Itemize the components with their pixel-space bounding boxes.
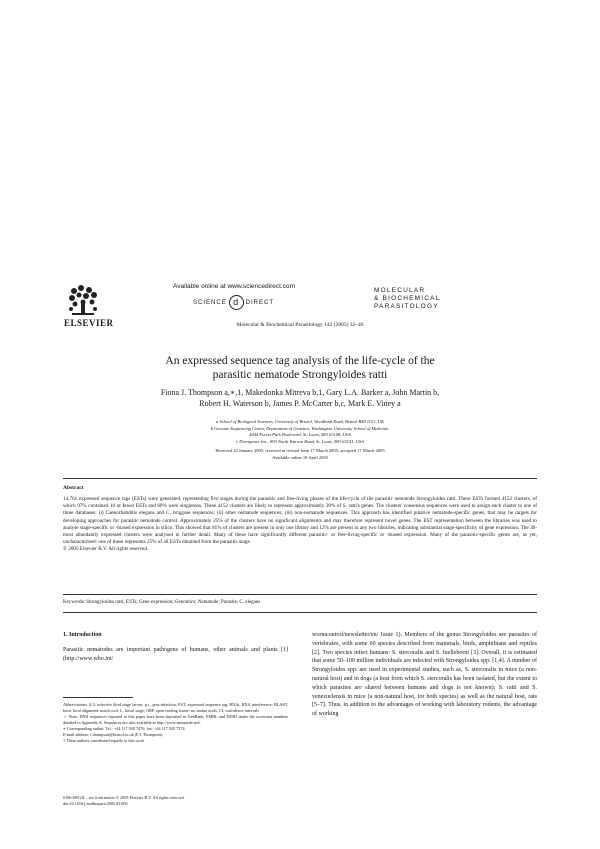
affiliation: b Genome Sequencing Center, Department of Genetics, Washington University School of Medicine, — [210, 425, 390, 431]
footnote-corresponding: ∗ Corresponding author. Tel.: +44 117 928 7470; fax: +44 117 925 7374. — [63, 726, 186, 731]
article-dates — [0, 448, 600, 461]
affiliation: c Divergence Inc., 893 North Warson Road, St. Louis, MO 63141, USA — [236, 438, 364, 444]
keywords-bottom-rule — [63, 612, 537, 613]
authors-line-2: Robert H. Waterson b, James P. McCarter b,c, Mark E. Viney a — [199, 399, 401, 408]
sciencedirect-at-icon: d — [229, 295, 244, 310]
issn-doi — [63, 795, 288, 807]
journal-logo-line: MOLECULAR — [374, 287, 426, 294]
doi-line: doi:10.1016/j.molbiopara.2005.03.006 — [63, 801, 128, 806]
journal-citation: Molecular & Biochemical Parasitology 142 (2005) 32–46 — [236, 322, 364, 328]
footnotes — [63, 702, 288, 744]
abstract-copyright: © 2005 Elsevier B.V. All rights reserved. — [63, 546, 149, 553]
article-title — [0, 354, 600, 382]
issn-line: 0166-6851/$ – see front matter © 2005 Elsevier B.V. All rights reserved. — [63, 795, 185, 800]
received-dates: Received 24 January 2005; received in revised form 17 March 2005; accepted 17 March 2005 — [215, 448, 385, 453]
abstract-body — [63, 496, 537, 554]
authors-line-1: Fiona J. Thompson a,∗,1, Makedonka Mitreva b,1, Gary L.A. Barker a, John Martin b, — [160, 388, 440, 397]
journal-logo-line: & BIOCHEMICAL — [374, 295, 441, 302]
elsevier-wordmark: ELSEVIER — [64, 318, 114, 328]
abstract-paragraph: 14,761 expressed sequence tags (ESTs) were generated, representing five stages during the parasitic and free-living phases of the life-cycle of the parasitic nematode Strongyloides ratti. These ESTs formed 4152 clusters, of which 97% contained 10 or fewer ESTs and 60% were singletons. These 4152 clusters are likely to represent approximately 20% of S. ratti's genes. The clusters' consensus sequences were used to assign each cluster to one of three databases: (i) Caenorhabditis elegans and C. briggsae sequences; (ii) other nematode sequences; (iii) non-nematode sequences. This approach has identified putative nematode-specific genes, that may be targets for developing approaches for parasitic nematode control. Approximately 25% of the clusters have no significant alignments and may therefore represent novel genes. The EST representation between the libraries was used to analyse stage-specific or -biased expression in silico. This showed that 81% of clusters are present in only one library and 12% are present in any two libraries, indicating substantial stage-specificity of gene expression. The 30-most abundantly expressed clusters were analysed in further detail. Many of these have significantly different parasitic- or free-living-specific or -biased expression. Many of the parasitic-specific genes are, as yet, uncharacterised: one of these represents 25% of all ESTs obtained from the parasitic stage. — [63, 496, 537, 546]
footnote-rule — [63, 697, 133, 698]
introduction-heading: 1. Introduction — [63, 632, 102, 638]
affiliations — [0, 419, 600, 445]
keywords: Keywords: Strongyloides ratti; ESTs; Gene expression; Genomics; Nematode; Parasite; C. elegans — [63, 600, 261, 605]
introduction-column-1: Parasitic nematodes are important pathogens of humans, other animals and plants [1] (http://www.who.int/ — [63, 647, 288, 662]
keywords-rule — [63, 594, 537, 595]
sciencedirect-word-1: SCIENCE — [193, 300, 227, 307]
elsevier-tree-logo — [66, 283, 100, 317]
footnote-abbreviations: Abbreviations: iL3, infective third stage larvae; p.i., post-infection; EST, expressed sequence tag; RNAi, RNA interference; BLAST, basic local alignment search tool; L, larval stage; ORF, open reading frame; aa, amino acids; CI, confidence intervals — [63, 702, 288, 713]
footnote-note: ☆ Note: DNA sequences reported in this paper have been deposited in GenBank, EMBL and DDBJ under the accession numbers detailed in Appendix A. Sequences are also available at http://www.nematode.net/. — [63, 714, 288, 725]
abstract-top-rule — [63, 478, 537, 479]
introduction-column-2: wormcontrol/newsletter/en/ Issue 1). Members of the genus Strongyloides are parasites of vertebrates, with some 60 species described from mammals, birds, amphibians and reptiles [2]. Two species infect humans: S. stercoralis and S. fuelleborni [3]. Overall, it is estimated that some 50–100 million individuals are infected with Strongyloides spp. [1,4]. A number of Strongyloides spp. are used in experimental studies, such as, S. stercoralis in mice (a non-natural host) and in dogs (a host from which S. stercoralis has been isolated, but the extent to which parasites are shared between humans and dogs is not known); S. ratti and S. venezuelensis in mice (a non-natural host, for both species) as well as the natural host, rats [5–7]. Thus, in addition to the advantages of working with laboratory rodents, the advantage of working — [312, 632, 537, 718]
available-date: Available online 18 April 2005 — [272, 454, 328, 460]
sciencedirect-logo — [193, 295, 274, 310]
affiliation: a School of Biological Sciences, University of Bristol, Woodland Road, Bristol BS8 1UG, UK — [216, 419, 384, 424]
footnote-email: E-mail address: f.thompson@bristol.ac.uk (F.J. Thompson). — [63, 732, 164, 737]
abstract-heading: Abstract — [63, 485, 84, 491]
journal-logo-line: PARASITOLOGY — [374, 303, 439, 310]
footnote-equal-contribution: 1 These authors contributed equally to this work. — [63, 738, 146, 743]
affiliation: 4444 Forest Park Boulevard, St. Louis, MO 63108, USA — [249, 432, 351, 437]
available-online-text: Available online at www.sciencedirect.com — [173, 283, 295, 290]
title-line-1: An expressed sequence tag analysis of the life-cycle of the — [165, 355, 435, 367]
author-list — [0, 387, 600, 409]
sciencedirect-word-2: DIRECT — [245, 300, 275, 307]
journal-logo — [374, 287, 444, 311]
title-line-2: parasitic nematode Strongyloides ratti — [212, 369, 388, 381]
